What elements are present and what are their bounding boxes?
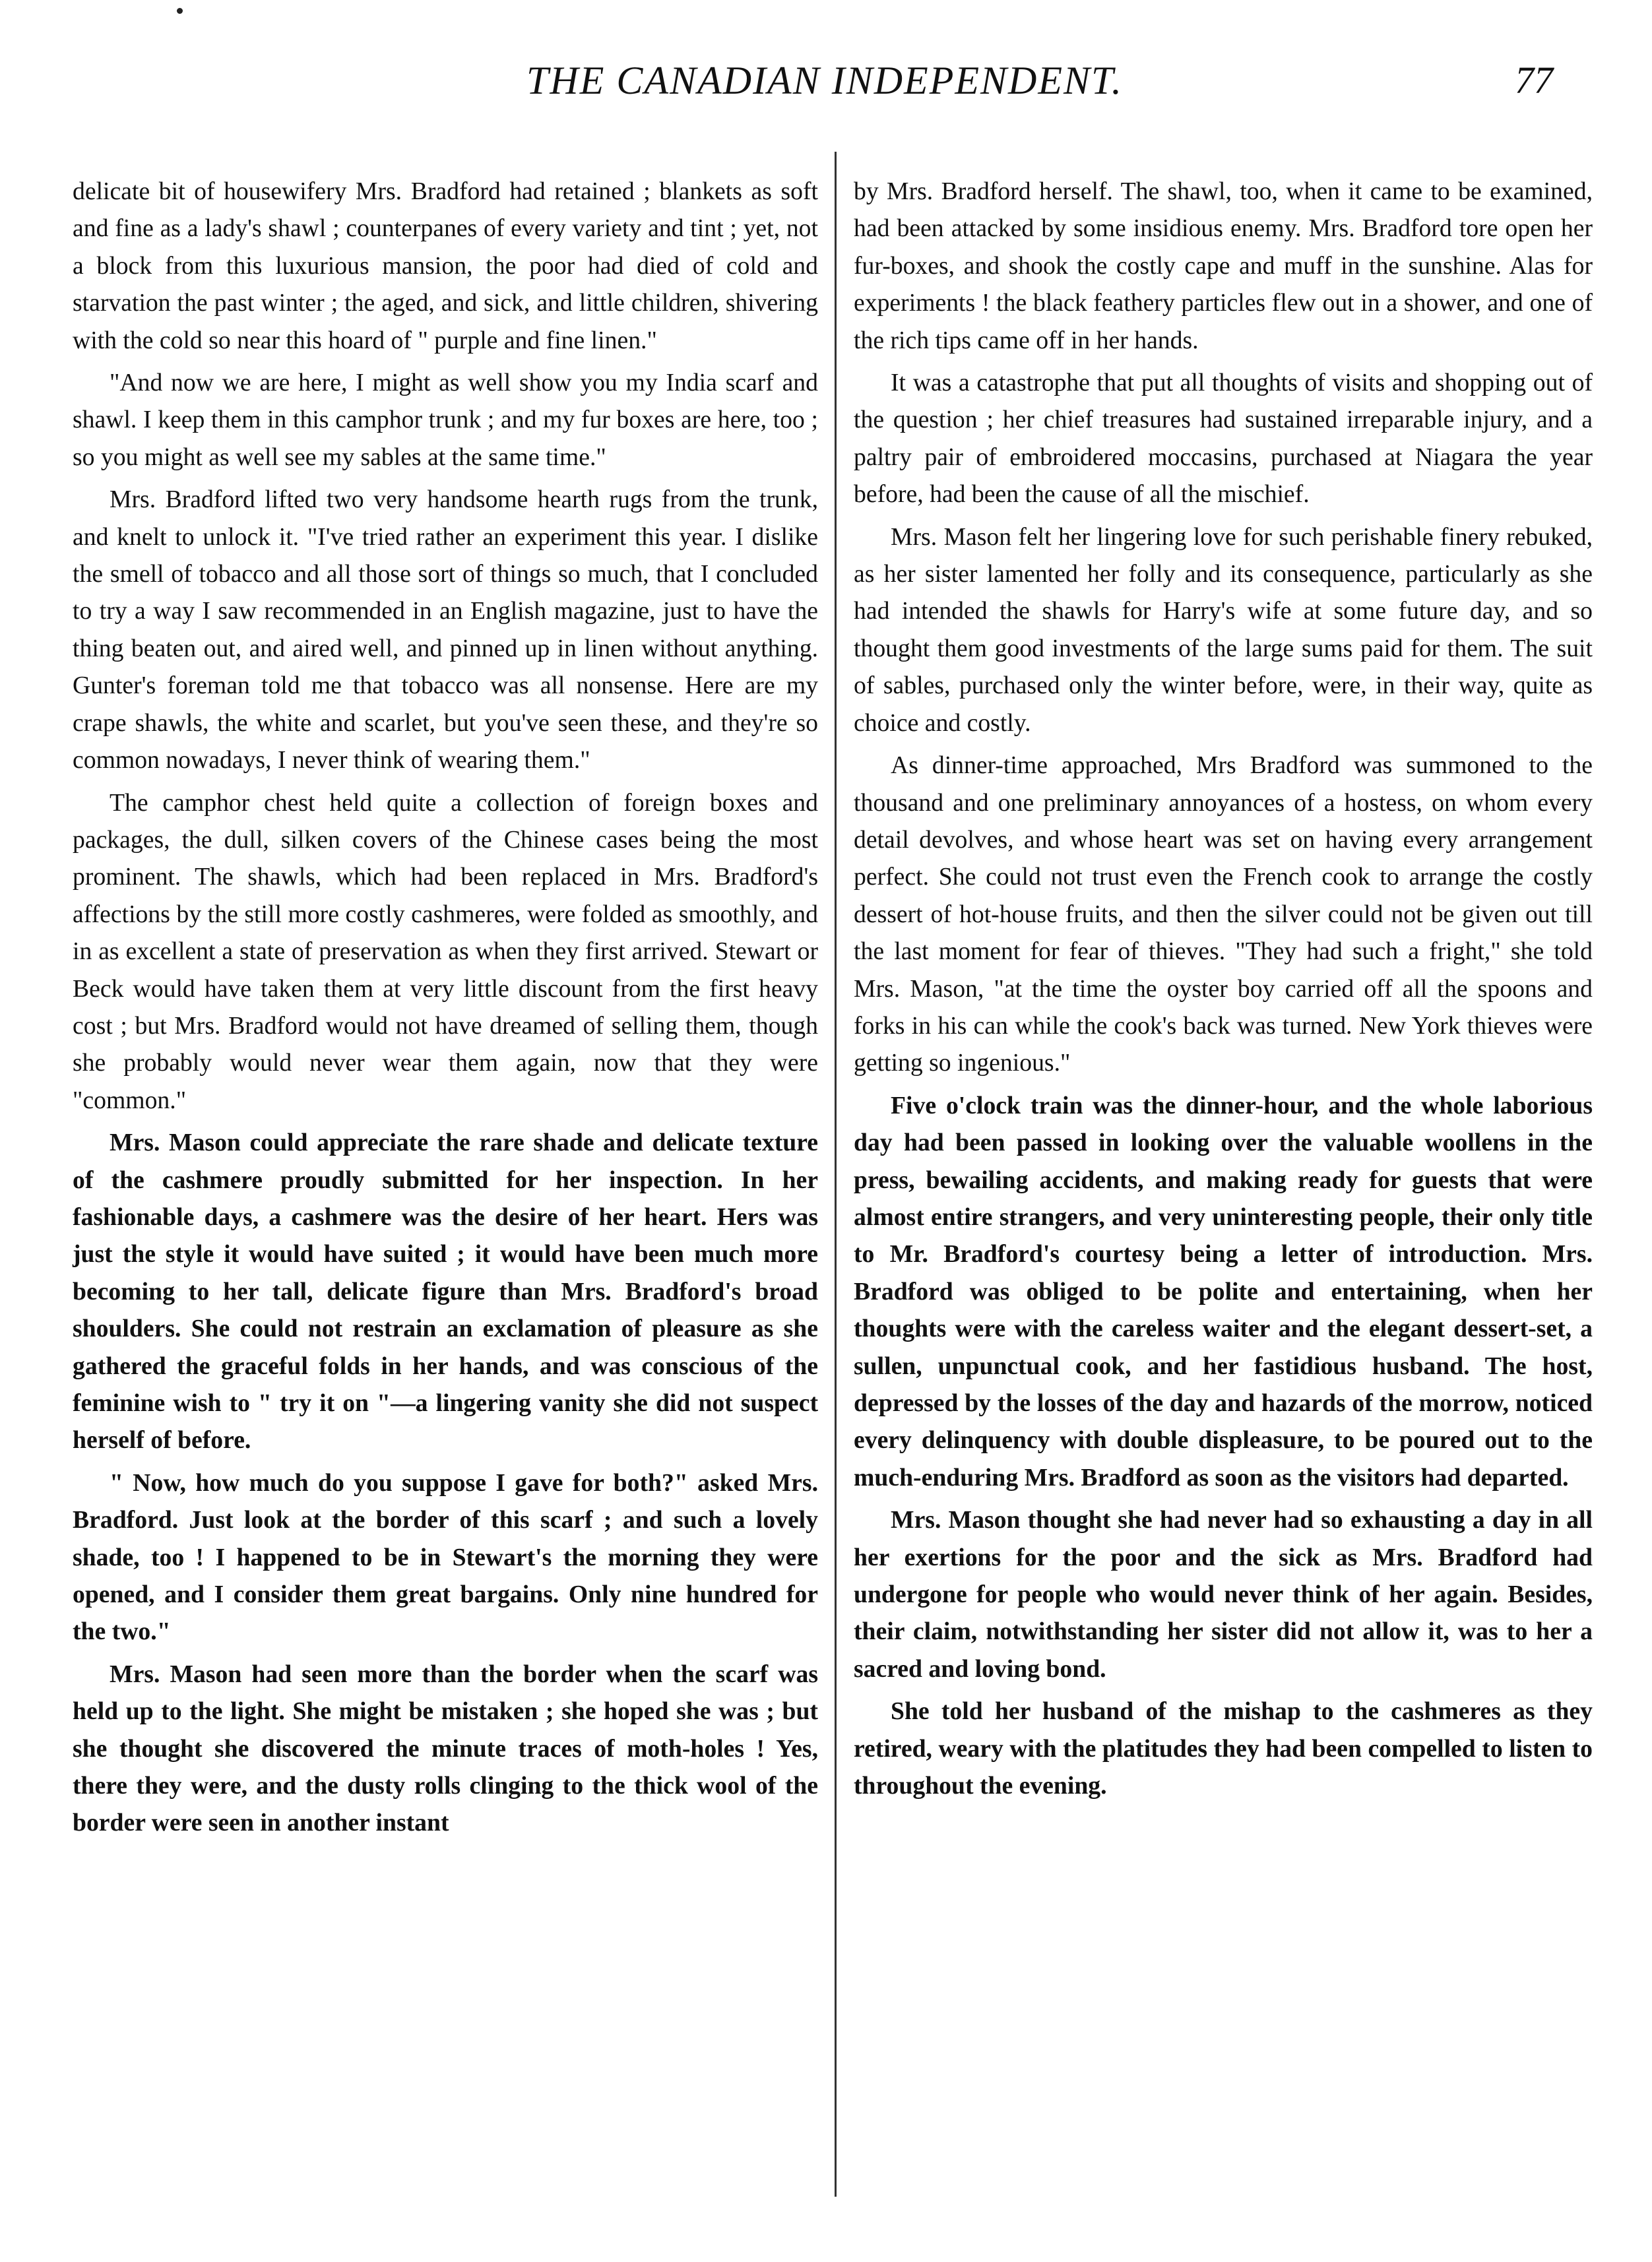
paragraph: It was a catastrophe that put all thoughts of visits and shopping out of the question ; her chief treasures had sustained irreparable injury, and a paltry pair of embroidered moccasins, purchased at Niagara the year before, had been the cause of all the mischief. (854, 369, 1593, 509)
paragraph: Mrs. Mason felt her lingering love for such perishable finery rebuked, as her sister lamented her folly and its consequence, particularly as she had intended the shawls for Harry's wife at some future day, and so thought them good investments of the large sums paid for them. The suit of sables, purchased only the winter before, were, in their way, quite as choice and costly. (854, 522, 1593, 737)
paragraph: delicate bit of housewifery Mrs. Bradford had retained ; blankets as soft and fine as a lady's shawl ; counterpanes of every variety and tint ; yet, not a block from this luxurious mansion, the poor had died of cold and starvation the past winter ; the aged, and sick, and little children, shivering with the cold so near this hoard of " purple and fine linen." (73, 177, 818, 354)
paragraph: Mrs. Mason had seen more than the border when the scarf was held up to the light. She might be mistaken ; she hoped she was ; but she thought she discovered the minute traces of moth-holes ! Yes, there they were, and the dusty rolls clinging to the thick wool of the border were seen in another instant (73, 1660, 818, 1837)
left-column (73, 173, 818, 1847)
paragraph: The camphor chest held quite a collection of foreign boxes and packages, the dull, silken covers of the Chinese cases being the most prominent. The shawls, which had been replaced in Mrs. Bradford's affections by the still more costly cashmeres, were folded as smoothly, and in as excellent a state of preservation as when they first arrived. Stewart or Beck would have taken them at very little discount from the first heavy cost ; but Mrs. Bradford would not have dreamed of selling them, though she probably would never wear them again, now that they were "common." (73, 788, 818, 1114)
paragraph: Mrs. Mason thought she had never had so exhausting a day in all her exertions for the poor and the sick as Mrs. Bradford had undergone for people who would never think of her again. Besides, their claim, notwithstanding her sister did not allow it, was to her a sacred and loving bond. (854, 1506, 1593, 1683)
column-rule (835, 152, 837, 2197)
paragraph: " Now, how much do you suppose I gave for both?" asked Mrs. Bradford. Just look at the border of this scarf ; and such a lovely shade, too ! I happened to be in Stewart's the morning they were opened, and I consider them great bargains. Only nine hundred for the two." (73, 1468, 818, 1646)
paragraph: As dinner-time approached, Mrs Bradford was summoned to the thousand and one preliminary annoyances of a hostess, on whom every detail devolves, and whose heart was set on having every arrangement perfect. She could not trust even the French cook to arrange the costly dessert of hot-house fruits, and then the silver could not be given out till the last moment for fear of thieves. "They had such a fright," she told Mrs. Mason, "at the time the oyster boy carried off all the spoons and forks in his can while the cook's back was turned. New York thieves were getting so ingenious." (854, 751, 1593, 1077)
ink-speck (177, 8, 183, 14)
paragraph: Mrs. Mason could appreciate the rare shade and delicate texture of the cashmere proudly submitted for her inspection. In her fashionable days, a cashmere was the desire of her heart. Hers was just the style it would have suited ; it would have been much more becoming to her tall, delicate figure than Mrs. Bradford's broad shoulders. She could not restrain an exclamation of pleasure as she gathered the graceful folds in her hands, and was conscious of the feminine wish to " try it on "—a lingering vanity she did not suspect herself of before. (73, 1129, 818, 1455)
right-column (854, 173, 1593, 1809)
running-title: THE CANADIAN INDEPENDENT. (526, 59, 1123, 102)
paragraph: She told her husband of the mishap to the cashmeres as they retired, weary with the platitudes they had been compelled to listen to throughout the evening. (854, 1697, 1593, 1800)
paragraph: Mrs. Bradford lifted two very handsome hearth rugs from the trunk, and knelt to unlock it. "I've tried rather an experiment this year. I dislike the smell of tobacco and all those sort of things so much, that I concluded to try a way I saw recommended in an English magazine, just to have the thing beaten out, and aired well, and pinned up in linen without anything. Gunter's foreman told me that tobacco was all nonsense. Here are my crape shawls, the white and scarlet, but you've seen these, and they're so common nowadays, I never think of wearing them." (73, 486, 818, 774)
page-number: 77 (1515, 59, 1553, 102)
paragraph: by Mrs. Bradford herself. The shawl, too, when it came to be examined, had been attacked by some insidious enemy. Mrs. Bradford tore open her fur-boxes, and shook the costly cape and muff in the sunshine. Alas for experiments ! the black feathery particles flew out in a shower, and one of the rich tips came off in her hands. (854, 177, 1593, 354)
paragraph: "And now we are here, I might as well show you my India scarf and shawl. I keep them in this camphor trunk ; and my fur boxes are here, too ; so you might as well see my sables at the same time." (73, 369, 818, 471)
paragraph: Five o'clock train was the dinner-hour, and the whole laborious day had been passed in looking over the valuable woollens in the press, bewailing accidents, and making ready for guests that were almost entire strangers, and very uninteresting people, their only title to Mr. Bradford's courtesy being a letter of introduction. Mrs. Bradford was obliged to be polite and entertaining, when her thoughts were with the careless waiter and the elegant dessert-set, a sullen, unpunctual cook, and her fastidious husband. The host, depressed by the losses of the day and hazards of the morrow, noticed every delinquency with double displeasure, to be poured out to the much-enduring Mrs. Bradford as soon as the visitors had departed. (854, 1091, 1593, 1492)
